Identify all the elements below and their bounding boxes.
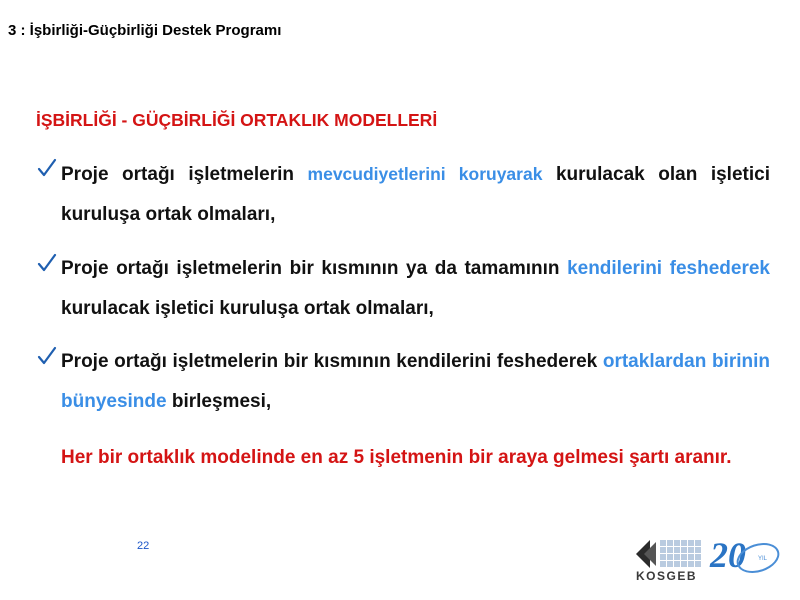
bullet-item-1 [36,154,770,235]
bullet-text-end: kurulacak işletici kuruluşa ortak olmaları, [61,298,434,319]
bullet-highlight: ortaklardan birinin bünyesinde [61,351,770,412]
anniversary-label: YIL [758,556,768,562]
bullet-item-2 [36,249,770,329]
bullet-highlight: kendilerini feshederek [567,258,770,279]
kosgeb-logo [636,535,796,588]
checkmark-icon [36,342,58,372]
bullet-text [61,342,770,422]
bullet-text-start: Proje ortağı işletmelerin bir kısmının ya da tamamının [61,258,568,279]
bullet-text [61,249,770,329]
kosgeb-logo-mark-icon [636,538,706,570]
bullet-item-3 [36,342,770,422]
bullet-text [61,154,770,235]
bullet-text-end: birleşmesi, [166,391,272,412]
anniversary-number: 20 [710,535,746,575]
logo-wordmark: KOSGEB [636,569,698,583]
checkmark-icon [36,249,58,279]
bullet-text-start: Proje ortağı işletmelerin bir kısmının kendilerini feshederek [61,351,603,372]
bullet-highlight: mevcudiyetlerini koruyarak [307,164,543,184]
title-divider [0,48,800,49]
slide-title: 3 : İşbirliği-Güçbirliği Destek Programı [8,22,282,39]
bullet-text-start: Proje ortağı işletmelerin [61,164,308,185]
bullet-text-end: kurulacak olan işletici kuruluşa ortak olmaları, [61,164,770,225]
page-number: 22 [137,540,150,552]
section-heading: İŞBİRLİĞİ - GÜÇBİRLİĞİ ORTAKLIK MODELLERİ [36,110,438,130]
checkmark-icon [36,154,58,184]
requirement-note: Her bir ortaklık modelinde en az 5 işletmenin bir araya gelmesi şartı aranır. [61,447,732,468]
